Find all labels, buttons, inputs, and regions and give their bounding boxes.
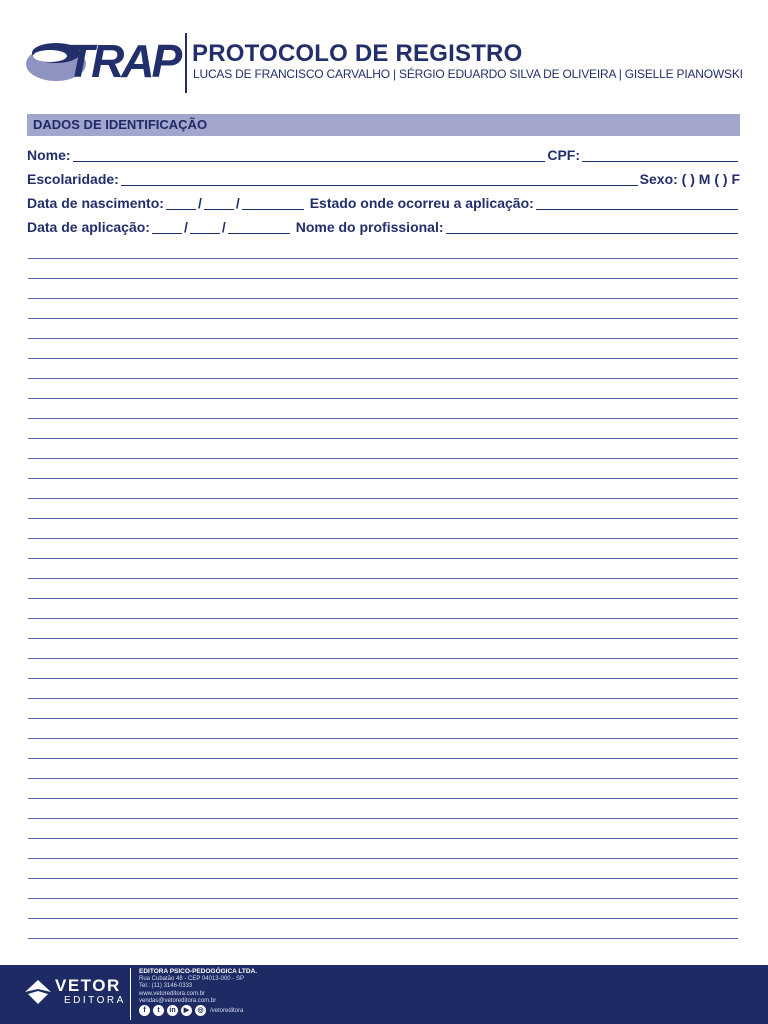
writing-line[interactable] bbox=[28, 718, 738, 719]
writing-line[interactable] bbox=[28, 598, 738, 599]
writing-line[interactable] bbox=[28, 898, 738, 899]
writing-line[interactable] bbox=[28, 478, 738, 479]
writing-line[interactable] bbox=[28, 338, 738, 339]
writing-line[interactable] bbox=[28, 638, 738, 639]
publisher-info bbox=[139, 968, 257, 1006]
section-title: DADOS DE IDENTIFICAÇÃO bbox=[33, 117, 208, 132]
social-handle[interactable]: /vetoreditora bbox=[210, 1007, 244, 1014]
writing-line[interactable] bbox=[28, 298, 738, 299]
youtube-icon[interactable]: ▶ bbox=[181, 1005, 192, 1016]
sexo-options[interactable]: Sexo: ( ) M ( ) F bbox=[639, 171, 740, 187]
profissional-field[interactable] bbox=[446, 217, 738, 234]
writing-line[interactable] bbox=[28, 738, 738, 739]
identification-section-bar bbox=[27, 114, 740, 136]
nascimento-month-field[interactable] bbox=[204, 193, 234, 210]
writing-line[interactable] bbox=[28, 318, 738, 319]
writing-line[interactable] bbox=[28, 858, 738, 859]
authors-line: LUCAS DE FRANCISCO CARVALHO | SÉRGIO EDUARDO SILVA DE OLIVEIRA | GISELLE PIANOWSKI bbox=[193, 67, 743, 81]
data-nascimento-label: Data de nascimento: bbox=[27, 195, 164, 211]
writing-line[interactable] bbox=[28, 358, 738, 359]
date-separator: / bbox=[183, 219, 188, 235]
logo-wordmark: TRAP bbox=[66, 35, 180, 87]
date-separator: / bbox=[197, 195, 202, 211]
vetor-brand: VETOR bbox=[55, 976, 121, 995]
twitter-icon[interactable]: t bbox=[153, 1005, 164, 1016]
row-aplicacao-profissional bbox=[27, 216, 740, 236]
writing-line[interactable] bbox=[28, 918, 738, 919]
estado-label: Estado onde ocorreu a aplicação: bbox=[309, 195, 534, 211]
company-email[interactable]: vendas@vetoreditora.com.br bbox=[139, 998, 217, 1004]
aplicacao-day-field[interactable] bbox=[152, 217, 182, 234]
aplicacao-month-field[interactable] bbox=[190, 217, 220, 234]
facebook-icon[interactable]: f bbox=[139, 1005, 150, 1016]
page-title: PROTOCOLO DE REGISTRO bbox=[192, 40, 523, 67]
instagram-icon[interactable]: ◎ bbox=[195, 1005, 206, 1016]
writing-line[interactable] bbox=[28, 258, 738, 259]
writing-line[interactable] bbox=[28, 398, 738, 399]
cpf-label: CPF: bbox=[547, 147, 580, 163]
writing-line[interactable] bbox=[28, 558, 738, 559]
writing-line[interactable] bbox=[28, 818, 738, 819]
row-nome-cpf bbox=[27, 144, 740, 164]
writing-line[interactable] bbox=[28, 878, 738, 879]
nome-label: Nome: bbox=[27, 147, 71, 163]
escolaridade-field[interactable] bbox=[121, 169, 638, 186]
writing-line[interactable] bbox=[28, 778, 738, 779]
writing-line[interactable] bbox=[28, 658, 738, 659]
writing-line[interactable] bbox=[28, 438, 738, 439]
row-nascimento-estado bbox=[27, 192, 740, 212]
profissional-label: Nome do profissional: bbox=[295, 219, 444, 235]
nascimento-year-field[interactable] bbox=[242, 193, 304, 210]
date-separator: / bbox=[221, 219, 226, 235]
company-address: Rua Cubatão 48 - CEP 04013-000 - SP bbox=[139, 975, 244, 982]
company-website[interactable]: www.vetoreditora.com.br bbox=[139, 990, 206, 997]
estado-field[interactable] bbox=[536, 193, 738, 210]
linkedin-icon[interactable]: in bbox=[167, 1005, 178, 1016]
writing-line[interactable] bbox=[28, 418, 738, 419]
writing-line[interactable] bbox=[28, 518, 738, 519]
cpf-field[interactable] bbox=[582, 145, 738, 162]
writing-line[interactable] bbox=[28, 838, 738, 839]
social-links bbox=[139, 1005, 243, 1016]
writing-line[interactable] bbox=[28, 458, 738, 459]
company-name: EDITORA PSICO-PEDOGÓGICA LTDA. bbox=[139, 968, 258, 975]
company-phone: Tel.: (11) 3146-0333 bbox=[139, 983, 193, 989]
page-footer bbox=[0, 965, 768, 1024]
row-escolaridade-sexo bbox=[27, 168, 740, 188]
writing-line[interactable] bbox=[28, 618, 738, 619]
vetor-logo-icon bbox=[25, 980, 51, 1004]
escolaridade-label: Escolaridade: bbox=[27, 171, 119, 187]
nome-field[interactable] bbox=[73, 145, 546, 162]
writing-line[interactable] bbox=[28, 578, 738, 579]
trap-logo bbox=[26, 36, 181, 86]
header-divider bbox=[185, 33, 187, 93]
aplicacao-year-field[interactable] bbox=[228, 217, 290, 234]
writing-line[interactable] bbox=[28, 278, 738, 279]
footer-divider bbox=[130, 968, 131, 1020]
data-aplicacao-label: Data de aplicação: bbox=[27, 219, 150, 235]
nascimento-day-field[interactable] bbox=[166, 193, 196, 210]
page-header bbox=[0, 0, 768, 100]
vetor-brand-sub: EDITORA bbox=[64, 995, 126, 1006]
writing-area[interactable] bbox=[28, 258, 738, 958]
writing-line[interactable] bbox=[28, 698, 738, 699]
date-separator: / bbox=[235, 195, 240, 211]
writing-line[interactable] bbox=[28, 798, 738, 799]
writing-line[interactable] bbox=[28, 498, 738, 499]
writing-line[interactable] bbox=[28, 938, 738, 939]
writing-line[interactable] bbox=[28, 758, 738, 759]
writing-line[interactable] bbox=[28, 378, 738, 379]
writing-line[interactable] bbox=[28, 538, 738, 539]
writing-line[interactable] bbox=[28, 678, 738, 679]
